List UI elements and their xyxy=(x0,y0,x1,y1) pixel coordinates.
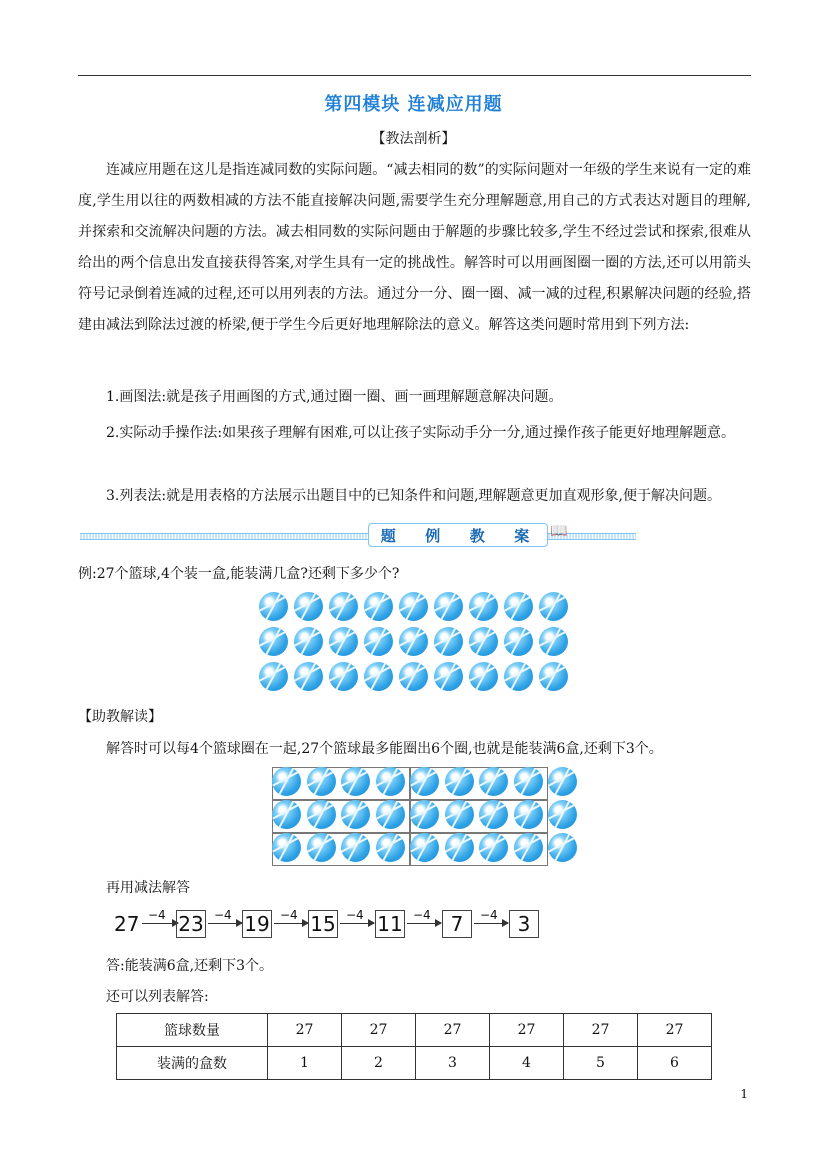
arrow xyxy=(208,908,242,924)
basketball-icon xyxy=(376,800,405,829)
basketball-icon xyxy=(514,800,543,829)
basketball-icon xyxy=(434,627,463,656)
answer-text: 答:能装满6盒,还剩下3个。 xyxy=(106,958,273,974)
basketball-icon xyxy=(539,662,568,691)
basketball-icon xyxy=(329,662,358,691)
basketball-icon xyxy=(376,833,405,862)
basketball-icon xyxy=(294,592,323,621)
basketball-icon xyxy=(539,592,568,621)
basketball-icon xyxy=(504,662,533,691)
basketball-icon xyxy=(410,767,439,796)
subtraction-chain xyxy=(114,904,574,940)
basketball-icon xyxy=(272,833,301,862)
table-cell: 27 xyxy=(416,1014,490,1047)
table-cell: 27 xyxy=(564,1014,638,1047)
basketball-icon xyxy=(364,662,393,691)
arrow xyxy=(407,908,441,924)
basketball-icon xyxy=(539,627,568,656)
basketball-icon xyxy=(329,627,358,656)
table-cell: 27 xyxy=(342,1014,416,1047)
section-heading-explain: 【助教解读】 xyxy=(78,709,162,725)
method-item-2: 2.实际动手操作法:如果孩子理解有困难,可以让孩子实际动手分一分,通过操作孩子能更好地理解题意。 xyxy=(106,425,735,441)
table-cell: 3 xyxy=(416,1047,490,1080)
basketball-icon xyxy=(272,767,301,796)
basketball-icon xyxy=(294,627,323,656)
basketball-icon xyxy=(514,833,543,862)
basketball-icon xyxy=(399,662,428,691)
arrow-label: −4 xyxy=(280,908,298,922)
basketball-icon xyxy=(514,767,543,796)
basketball-icon xyxy=(548,767,577,796)
section-heading-analysis: 【教法剖析】 xyxy=(371,131,456,147)
chain-box: 23 xyxy=(176,910,206,938)
page-number: 1 xyxy=(740,1087,748,1101)
basketball-icon xyxy=(307,833,336,862)
arrow-label: −4 xyxy=(214,908,232,922)
basketball-icon xyxy=(469,592,498,621)
basketball-icon xyxy=(504,627,533,656)
basketball-icon xyxy=(434,662,463,691)
table-row xyxy=(117,1047,712,1080)
basketball-icon xyxy=(341,800,370,829)
basketball-icon xyxy=(376,767,405,796)
chain-box: 11 xyxy=(375,910,405,938)
table-cell: 27 xyxy=(268,1014,342,1047)
basketball-icon xyxy=(307,800,336,829)
table-label: 还可以列表解答: xyxy=(106,989,209,1005)
chain-box: 7 xyxy=(442,910,472,938)
table-cell: 4 xyxy=(490,1047,564,1080)
table-header-cell: 装满的盒数 xyxy=(117,1047,268,1080)
basketball-icon xyxy=(410,800,439,829)
basketball-icon xyxy=(294,662,323,691)
table-cell: 2 xyxy=(342,1047,416,1080)
chain-box: 15 xyxy=(308,910,338,938)
chain-box: 3 xyxy=(509,910,539,938)
arrow-label: −4 xyxy=(413,908,431,922)
basketball-icon xyxy=(445,833,474,862)
arrow xyxy=(274,908,308,924)
banner-label xyxy=(368,523,548,547)
arrow-label: −4 xyxy=(148,908,166,922)
basketball-icon xyxy=(399,627,428,656)
basketball-icon xyxy=(272,800,301,829)
table-row xyxy=(117,1014,712,1047)
basketball-icon xyxy=(434,592,463,621)
basketball-icon xyxy=(479,833,508,862)
basketball-icon xyxy=(259,627,288,656)
arrow xyxy=(340,908,374,924)
method-item-3: 3.列表法:就是用表格的方法展示出题目中的已知条件和问题,理解题意更加直观形象,便于解决问题。 xyxy=(106,488,721,504)
arrow xyxy=(474,908,508,924)
method-item-1: 1.画图法:就是孩子用画图的方式,通过圈一圈、画一画理解题意解决问题。 xyxy=(106,389,563,405)
subtract-label: 再用减法解答 xyxy=(106,880,190,896)
basketball-icon xyxy=(469,662,498,691)
basketball-icon xyxy=(259,592,288,621)
basketball-icon xyxy=(364,627,393,656)
basketball-icon xyxy=(504,592,533,621)
example-question: 例:27个篮球,4个装一盒,能装满几盒?还剩下多少个? xyxy=(78,566,400,582)
banner-char: 例 xyxy=(425,526,447,545)
answer-table xyxy=(116,1013,712,1080)
basketball-icon xyxy=(548,833,577,862)
arrow-label: −4 xyxy=(480,908,498,922)
basketball-icon xyxy=(329,592,358,621)
page-title: 第四模块 连减应用题 xyxy=(324,94,503,115)
book-icon: 📖 xyxy=(550,523,568,539)
basketball-icon xyxy=(341,833,370,862)
table-header-cell: 篮球数量 xyxy=(117,1014,268,1047)
basketball-icon xyxy=(469,627,498,656)
arrow xyxy=(142,908,178,924)
banner-char: 题 xyxy=(380,526,402,545)
table-cell: 1 xyxy=(268,1047,342,1080)
chain-start: 27 xyxy=(114,912,140,936)
table-cell: 6 xyxy=(638,1047,712,1080)
table-cell: 27 xyxy=(490,1014,564,1047)
banner-char: 案 xyxy=(514,526,536,545)
explain-text: 解答时可以每4个篮球圈在一起,27个篮球最多能圈出6个圈,也就是能装满6盒,还剩下3个。 xyxy=(106,741,663,757)
basketball-icon xyxy=(307,767,336,796)
basketball-icon xyxy=(341,767,370,796)
basketball-icon xyxy=(479,767,508,796)
basketball-grid xyxy=(257,590,572,695)
arrow-label: −4 xyxy=(346,908,364,922)
basketball-icon xyxy=(259,662,288,691)
basketball-icon xyxy=(410,833,439,862)
basketball-icon xyxy=(445,767,474,796)
intro-paragraph: 连减应用题在这儿是指连减同数的实际问题。“减去相同的数”的实际问题对一年级的学生来说有一定的难度,学生用以往的两数相减的方法不能直接解决问题,需要学生充分理解题意,用自己的方式表达对题目的理解,并探索和交流解决问题的方法。减去相同数的实际问题由于解题的步骤比较多,学生不经过尝试和探索,很难从给出的两个信息出发直接获得答案,对学生具有一定的挑战性。解答时可以用画图圈一圈的方法,还可以用箭头符号记录倒着连减的过程,还可以用列表的方法。通过分一分、圈一圈、减一减的过程,积累解决问题的经验,搭建由减法到除法过渡的桥梁,便于学生今后更好地理解除法的意义。解答这类问题时常用到下列方法: xyxy=(78,162,751,333)
basketball-icon xyxy=(479,800,508,829)
basketball-icon xyxy=(399,592,428,621)
chain-box: 19 xyxy=(242,910,272,938)
grouped-basketball-grid xyxy=(270,765,581,864)
basketball-icon xyxy=(548,800,577,829)
example-banner xyxy=(80,523,636,547)
table-cell: 5 xyxy=(564,1047,638,1080)
table-cell: 27 xyxy=(638,1014,712,1047)
header-rule xyxy=(78,75,751,76)
banner-char: 教 xyxy=(469,526,491,545)
basketball-icon xyxy=(445,800,474,829)
basketball-icon xyxy=(364,592,393,621)
